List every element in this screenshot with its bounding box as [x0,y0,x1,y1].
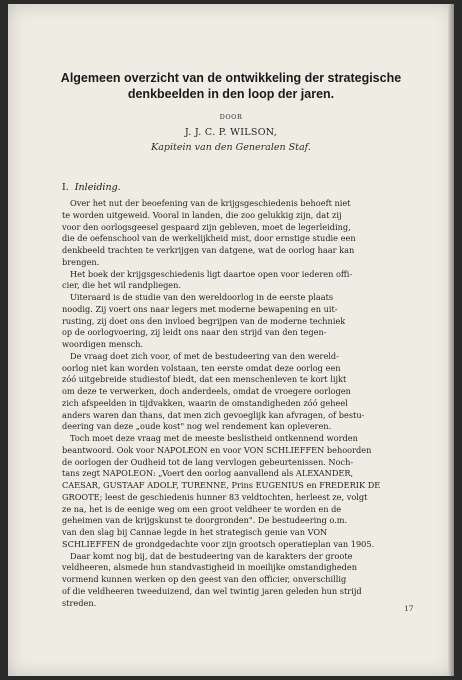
body-line: te worden uitgeweid. Vooral in landen, die zoo gelukkig zijn, dat zij [62,209,342,220]
body-line: Uiteraard is de studie van den wereldoorlog in de eerste plaats [70,292,334,302]
body-line: SCHLIEFFEN de grondgedachte voor zijn grootsch operatieplan van 1905. [62,538,375,549]
body-line: ze na, het is de eenige weg om een groot veldheer te worden en de [62,503,342,514]
body-line: De vraag doet zich voor, of met de bestudeering van den wereld- [70,350,339,361]
body-line: cier, die het wil randpliegen. [62,280,182,291]
byline-label: DOOR [219,113,243,121]
body-line: Over het nut der beoefening van de krijgsgeschiedenis behoeft niet [70,198,351,208]
body-line: of die veldheeren tweeduizend, dan wel twintig jaren geleden hun strijd [62,585,362,596]
body-line: rusting, zij doet ons den invloed begrijpen van de moderne techniek [62,315,346,326]
body-line: Het boek der krijgsgeschiedenis ligt daartoe open voor iederen offi- [70,268,353,279]
body-line: GROOTE; leest de geschiedenis hunner 83 veldtochten, herleest ze, volgt [62,491,368,502]
body-line: CAESAR, GUSTAAF ADOLF, TURENNE, Prins EUGENIUS en FREDERIK DE [62,480,381,490]
document-page [8,4,454,676]
section-number: I. [62,182,69,193]
section-heading [62,182,121,193]
body-line: voor den oorlogsgeesel gespaard zijn gebleven, moet de legerleiding, [62,221,351,232]
body-line: geheimen van de krijgskunst te doorgronden". De bestudeering o.m. [62,515,348,526]
body-line: van den slag bij Cannae legde in het strategisch genie van VON [62,527,328,537]
body-line: tans zegt NAPOLEON: „Voert den oorlog aanvallend als ALEXANDER, [62,468,354,479]
page-edge-shadow [448,4,454,676]
body-line: veldheeren, alsmede hun standvastigheid in moeilijke omstandigheden [62,562,358,573]
body-line: noodig. Zij voert ons naar legers met moderne bewapening en uit- [62,303,338,314]
body-line: op de oorlogvoering, zij leidt ons naar den strijd van den tegen- [62,327,327,338]
body-line: zóó uitgebreide studiestof biedt, dat een menschenleven te kort lijkt [62,374,347,385]
title-line-1: Algemeen overzicht van de ontwikkeling der strategische [60,71,402,85]
body-line: streden. [62,597,97,608]
body-line: anders waren dan thans, dat men zich gevoeglijk kan afvragen, of bestu- [62,409,365,420]
title-line-2: denkbeelden in den loop der jaren. [127,87,335,101]
body-line: Toch moet deze vraag met de meeste beslistheid ontkennend worden [70,433,358,443]
body-line: deering van deze „oude kost" nog wel rendement kan opleveren. [62,421,332,432]
body-line: woordigen mensch. [62,339,144,349]
body-line: brengen. [62,256,100,267]
section-title: Inleiding. [74,182,121,193]
body-line: Daar komt nog bij, dat de bestudeering van de karakters der groote [70,550,353,561]
author-affiliation: Kapitein van den Generalen Staf. [151,142,311,153]
body-text [62,198,410,609]
body-line: beantwoord. Ook voor NAPOLEON en voor VON SCHLIEFFEN behoorden [62,444,372,455]
body-line: die de oefenschool van de werkelijkheid mist, door ernstige studie een [62,233,356,244]
page-number: 17 [404,604,414,613]
body-line: oorlog niet kan worden volstaan, ten eerste omdat deze oorlog een [62,362,341,373]
body-line: zich afspeelden in tijdvakken, waarin de omstandigheden zóó geheel [62,397,348,408]
author-name: J. J. C. P. WILSON, [184,127,278,138]
article-title [38,70,424,102]
body-line: de oorlogen der Oudheid tot de lang vervlogen gebeurtenissen. Noch- [62,456,354,467]
body-line: vormend kunnen werken op den geest van den officier, onverschillig [62,574,347,584]
body-line: denkbeeld trachten te verkrijgen van datgene, wat de oorlog haar kan [62,245,355,255]
body-line: om deze te verwerken, doch anderdeels, omdat de vroegere oorlogen [62,386,351,396]
